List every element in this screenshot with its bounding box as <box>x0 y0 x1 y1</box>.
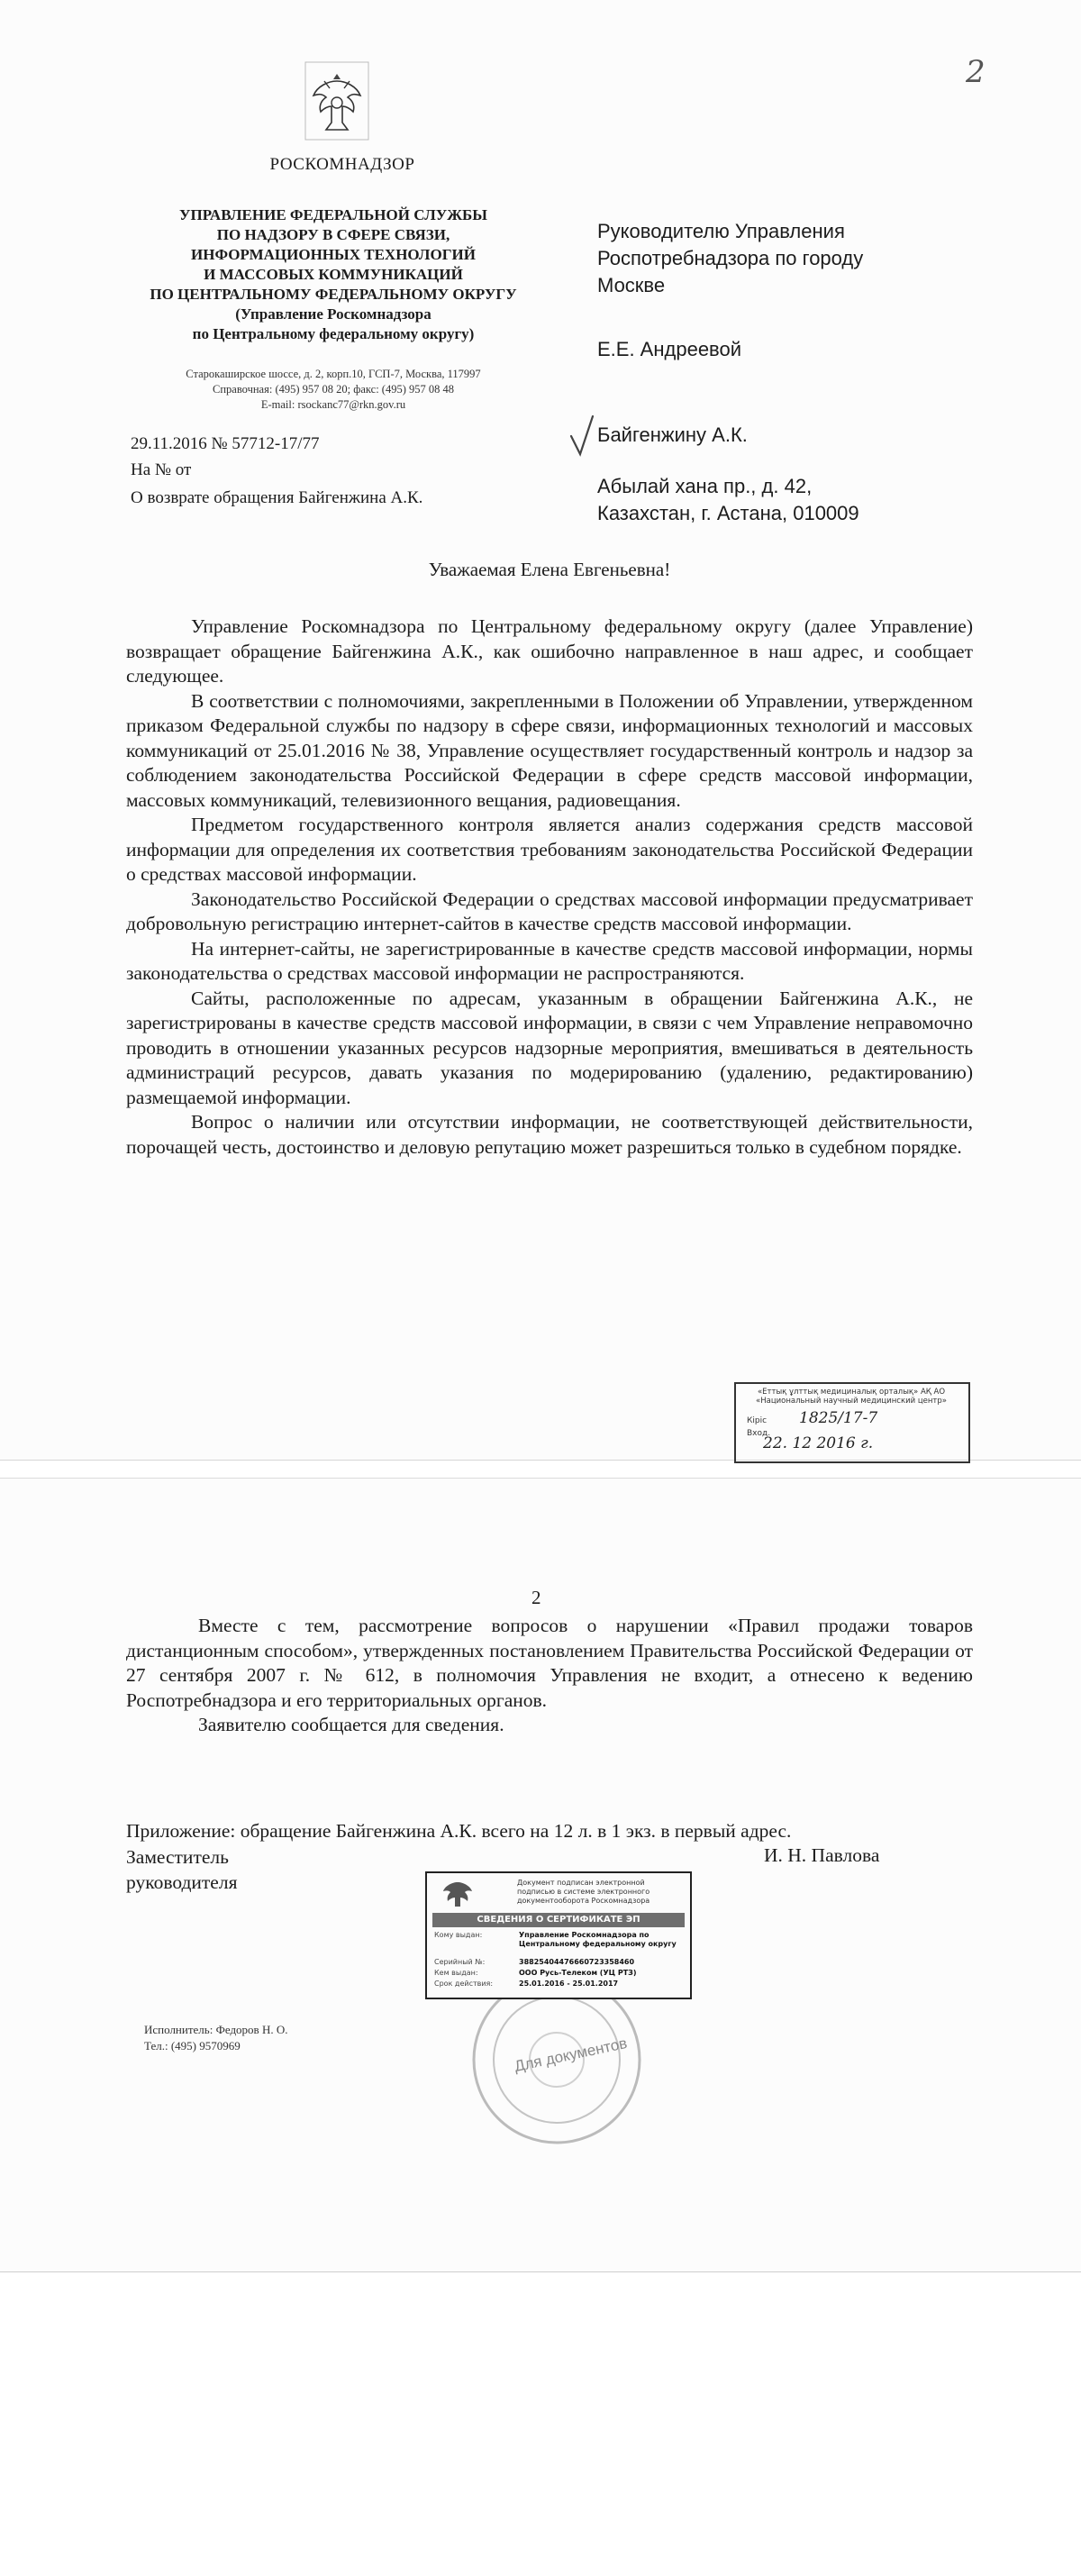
certificate-key: Кому выдан: <box>434 1931 483 1939</box>
stamp-date-label: Вход. <box>747 1429 771 1438</box>
executor-line: Тел.: (495) 9570969 <box>144 2039 241 2053</box>
coat-of-arms-icon <box>438 1879 477 1909</box>
address-line: E-mail: rsockanc77@rkn.gov.ru <box>260 398 406 411</box>
body-paragraph: Законодательство Российской Федерации о средствах массовой информации предусматривает добровольную регистрацию интернет-сайтов в качестве средств массовой информации. <box>126 887 973 934</box>
certificate-key: Срок действия: <box>434 1980 494 1988</box>
certificate-note: Документ подписан электронной подписью в системе электронного документооборота Роскомнадзора <box>517 1879 650 1905</box>
department-address <box>135 367 531 413</box>
letter-subject: О возврате обращения Байгенжина А.К. <box>131 488 423 507</box>
executor-info <box>144 2022 287 2054</box>
stamp-in-label: Кіріс <box>747 1416 768 1425</box>
department-line: УПРАВЛЕНИЕ ФЕДЕРАЛЬНОЙ СЛУЖБЫ <box>179 206 487 223</box>
executor-line: Исполнитель: Федоров Н. О. <box>144 2023 288 2036</box>
department-line: ПО ЦЕНТРАЛЬНОМУ ФЕДЕРАЛЬНОМУ ОКРУГУ <box>150 286 517 303</box>
department-line: ИНФОРМАЦИОННЫХ ТЕХНОЛОГИЙ <box>191 246 476 263</box>
signer-title-line: руководителя <box>126 1871 238 1893</box>
russian-coat-of-arms-icon <box>304 61 369 141</box>
outgoing-date-number: 29.11.2016 № 57712-17/77 <box>131 434 320 453</box>
department-header <box>126 205 540 344</box>
copy-recipient: Байгенжину А.К. <box>597 423 748 446</box>
body-paragraph: Вместе с тем, рассмотрение вопросов о нарушении «Правил продажи товаров дистанционным способом», утвержденных постановлением Правительства Российской Федерации от 27 сентября 2007 г. № 612, в полномочия Управления не входит, а отнесено к ведению Роспотребнадзора и его территориальных органов. <box>126 1615 973 1711</box>
body-paragraph: На интернет-сайты, не зарегистрированные в качестве средств массовой информации, нормы законодательства о средствах массовой информации не распространяются. <box>126 937 973 984</box>
certificate-key: Серийный №: <box>434 1958 486 1966</box>
department-line: ПО НАДЗОРУ В СФЕРЕ СВЯЗИ, <box>216 226 450 243</box>
page-number: 2 <box>531 1587 541 1608</box>
signer-title-line: Заместитель <box>126 1846 229 1868</box>
recipient-name: Е.Е. Андреевой <box>597 338 742 360</box>
attachment-note: Приложение: обращение Байгенжина А.К. всего на 12 л. в 1 экз. в первый адрес. <box>126 1820 792 1842</box>
body-paragraph: В соответствии с полномочиями, закрепленными в Положении об Управлении, утвержденном приказом Федеральной службы по надзору в сфере связи, информационных технологий и массовых коммуникаций от 25.01.2016 № 38, Управление осуществляет государственный контроль и надзор за соблюдением законодательства Российской Федерации в сфере средств массовой информации, массовых коммуникаций, телевизионного вещания, радиовещания. <box>126 689 973 811</box>
certificate-key: Кем выдан: <box>434 1969 478 1977</box>
round-seal-text: Для документов <box>513 2034 629 2076</box>
greeting: Уважаемая Елена Евгеньевна! <box>428 559 671 580</box>
certificate-value: ООО Русь-Телеком (УЦ РТЗ) <box>519 1969 637 1977</box>
copy-address-line: Абылай хана пр., д. 42, <box>597 475 813 497</box>
address-line: Старокаширское шоссе, д. 2, корп.10, ГСП-7, Москва, 117997 <box>186 368 481 380</box>
recipient-line: Роспотребнадзора по городу <box>597 247 864 269</box>
letter-body-page-1 <box>126 614 973 1160</box>
body-paragraph: Предметом государственного контроля является анализ содержания средств массовой информации для определения их соответствия требованиям законодательства Российской Федерации о средствах массовой информации. <box>126 814 973 885</box>
signer-name: И. Н. Павлова <box>764 1844 880 1866</box>
stamp-date: 22. 12 2016 г. <box>763 1434 874 1452</box>
signer-title <box>126 1844 237 1895</box>
department-line: по Центральному федеральному округу) <box>192 325 475 342</box>
address-line: Справочная: (495) 957 08 20; факс: (495) 957 08 48 <box>213 383 454 396</box>
department-line: И МАССОВЫХ КОММУНИКАЦИЙ <box>204 266 463 283</box>
incoming-registration-stamp <box>734 1382 970 1463</box>
certificate-value: 25.01.2016 - 25.01.2017 <box>519 1980 619 1988</box>
letter-body-page-2 <box>126 1614 973 1738</box>
stamp-in-number: 1825/17-7 <box>799 1409 878 1427</box>
e-signature-certificate <box>425 1871 692 1999</box>
in-reply-to: На № от <box>131 460 192 479</box>
certificate-value: Управление Роскомнадзора по Центральному федеральному округу <box>519 1931 677 1948</box>
recipient-line: Москве <box>597 274 666 296</box>
body-paragraph: Сайты, расположенные по адресам, указанным в обращении Байгенжина А.К., не зарегистрированы в качестве средств массовой информации, в связи с чем Управление неправомочно проводить в отношении указанных ресурсов надзорные мероприятия, вмешиваться в деятельность администраций ресурсов, давать указания по модерированию (удалению, редактированию) размещаемой информации. <box>126 987 973 1108</box>
body-paragraph: Вопрос о наличии или отсутствии информации, не соответствующей действительности, порочащей честь, достоинство и деловую репутацию может разрешиться только в судебном порядке. <box>126 1111 973 1158</box>
handwritten-page-number: 2 <box>966 54 986 90</box>
letter-page-2 <box>0 1478 1081 2272</box>
certificate-title: СВЕДЕНИЯ О СЕРТИФИКАТЕ ЭП <box>432 1913 685 1927</box>
agency-name: РОСКОМНАДЗОР <box>269 155 415 174</box>
recipient-line: Руководителю Управления <box>597 220 845 242</box>
certificate-value: 38825404476660723358460 <box>519 1958 635 1966</box>
copy-recipient-address <box>597 473 859 527</box>
recipient-title <box>597 218 863 299</box>
body-paragraph: Заявителю сообщается для сведения. <box>198 1714 504 1735</box>
handwritten-check-icon <box>568 413 596 458</box>
department-line: (Управление Роскомнадзора <box>235 305 431 323</box>
copy-address-line: Казахстан, г. Астана, 010009 <box>597 502 859 524</box>
body-paragraph: Управление Роскомнадзора по Центральному федеральному округу (далее Управление) возвращает обращение Байгенжина А.К., как ошибочно направленное в наш адрес, и сообщает следующее. <box>126 615 973 687</box>
stamp-organization: «Еттық ұлттық медициналық орталық» АҚ АО «Национальный научный медицинский центр» <box>756 1388 947 1406</box>
